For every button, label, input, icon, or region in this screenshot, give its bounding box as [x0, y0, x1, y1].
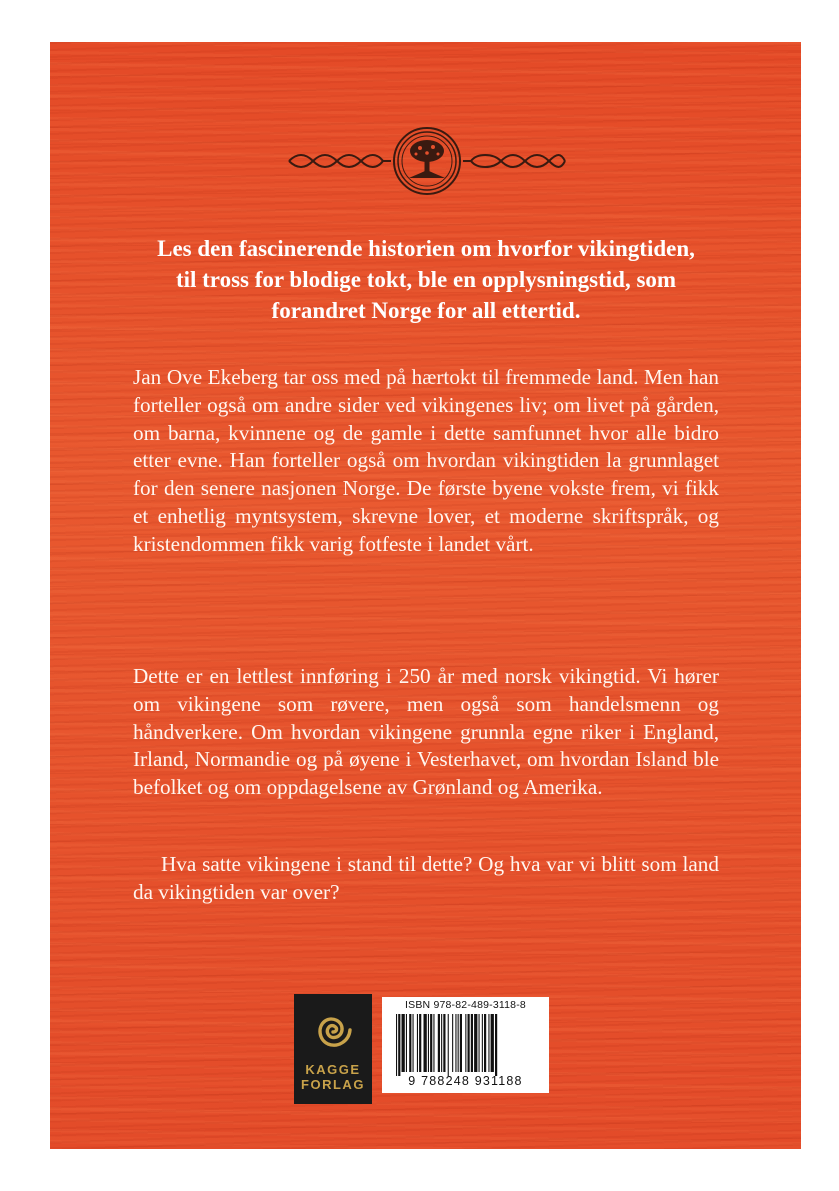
barcode-bar: [471, 1014, 473, 1072]
barcode-bar: [433, 1014, 434, 1072]
isbn-barcode: [382, 997, 549, 1093]
barcode-bar: [402, 1014, 405, 1072]
barcode-digits: 9 788248 931188: [408, 1074, 523, 1088]
barcode-bar: [460, 1014, 462, 1072]
barcode-bar: [491, 1014, 494, 1072]
barcode-bar: [396, 1014, 397, 1076]
barcode-bar: [482, 1014, 483, 1072]
barcode-bar: [458, 1014, 459, 1072]
barcode-bar: [441, 1014, 442, 1072]
spiral-logo-icon: [294, 994, 372, 1104]
body-paragraph-3: Hva satte vikingene i stand til dette? Og hva var vi blitt som land da vikingtiden var over?: [133, 852, 719, 904]
barcode-bar: [448, 1014, 449, 1076]
barcode-bar: [430, 1014, 432, 1072]
barcode-bar: [455, 1014, 456, 1072]
barcode-bar: [438, 1014, 440, 1072]
barcode-bar: [452, 1014, 453, 1072]
tree-of-life-ornament-icon: [287, 126, 567, 196]
publisher-logo: [294, 994, 372, 1104]
lead-paragraph: Les den fascinerende historien om hvorfor vikingtiden, til tross for blodige tokt, ble en opplysningstid, som forandret Norge for all ettertid.: [157, 236, 695, 323]
body-paragraph-2: Dette er en lettlest innføring i 250 år med norsk vikingtid. Vi hører om vikingene som røvere, men også som handelsmenn og håndverkere. Om hvordan vikingene grunnla egne riker i England, Irland, Normandie og på øyene i Vesterhavet, om hvordan Island ble befolket og om oppdagelsene av Grønland og Amerika.: [133, 664, 719, 800]
barcode-bar: [424, 1014, 427, 1072]
barcode-bar: [428, 1014, 429, 1072]
barcode-bar: [417, 1014, 418, 1072]
barcode-bar: [398, 1014, 400, 1076]
barcode-bar: [479, 1014, 480, 1072]
barcode-bar: [413, 1014, 414, 1072]
barcode-bar: [443, 1014, 445, 1072]
barcode-bar: [474, 1014, 477, 1072]
barcode-bar: [488, 1014, 489, 1072]
barcode-bar: [465, 1014, 466, 1072]
barcode-bar: [419, 1014, 421, 1072]
publisher-name-line1: KAGGE: [305, 1062, 361, 1077]
barcode-bar: [495, 1014, 497, 1076]
barcode-bar: [484, 1014, 486, 1072]
barcode-bar: [468, 1014, 470, 1072]
isbn-label: ISBN 978-82-489-3118-8: [405, 999, 526, 1011]
barcode-bar: [406, 1014, 407, 1072]
barcode-bar: [409, 1014, 411, 1072]
publisher-name-line2: FORLAG: [301, 1077, 365, 1092]
book-back-cover: [50, 42, 801, 1149]
body-paragraph-1: Jan Ove Ekeberg tar oss med på hærtokt til fremmede land. Men han forteller også om andre sider ved vikingenes liv; om livet på gården, om barna, kvinnene og de gamle i dette samfunnet hvor alle bidro etter evne. Han forteller også om hvordan vikingtiden la grunnlaget for den senere nasjonen Norge. De første byene vokste frem, vi fikk et enhetlig myntsystem, skrevne lover, et moderne skriftspråk, og kristendommen fikk varig fotfeste i landet vårt.: [133, 365, 719, 556]
